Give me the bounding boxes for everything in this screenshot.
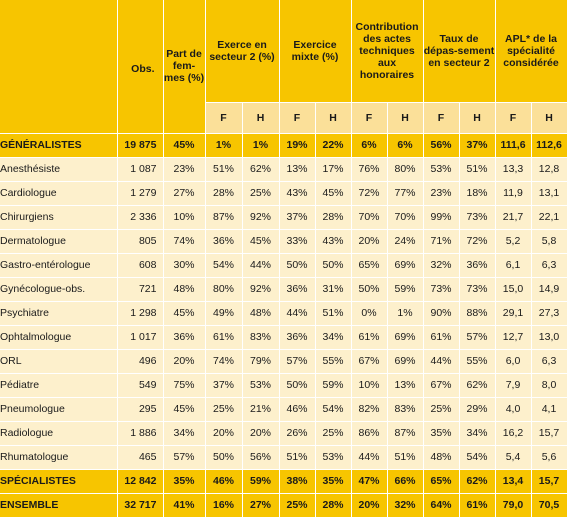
row-label: Gastro-entérologue (0, 253, 117, 277)
secteur2-h-cell: 62% (242, 157, 279, 181)
row-label: Pneumologue (0, 397, 117, 421)
secteur2-h-cell: 21% (242, 397, 279, 421)
obs-cell: 608 (117, 253, 163, 277)
apl-f-cell: 13,4 (495, 469, 531, 493)
contribution-h-cell: 6% (387, 133, 423, 157)
secteur2-h-cell: 44% (242, 253, 279, 277)
apl-f-cell: 79,0 (495, 493, 531, 517)
taux-h-cell: 55% (459, 349, 495, 373)
header-contribution: Contribution des actes techniques aux honoraires (351, 0, 423, 102)
part-femmes-cell: 35% (163, 469, 205, 493)
table-row (0, 253, 567, 277)
mixte-h-cell: 28% (315, 493, 351, 517)
part-femmes-cell: 10% (163, 205, 205, 229)
obs-cell: 32 717 (117, 493, 163, 517)
apl-h-cell: 22,1 (531, 205, 567, 229)
table-header (0, 0, 567, 133)
obs-cell: 465 (117, 445, 163, 469)
apl-f-cell: 15,0 (495, 277, 531, 301)
apl-h-cell: 13,1 (531, 181, 567, 205)
table-row (0, 421, 567, 445)
table-row (0, 445, 567, 469)
subheader-f: F (351, 102, 387, 133)
obs-cell: 1 298 (117, 301, 163, 325)
apl-h-cell: 4,1 (531, 397, 567, 421)
contribution-h-cell: 83% (387, 397, 423, 421)
taux-h-cell: 29% (459, 397, 495, 421)
secteur2-f-cell: 37% (205, 373, 242, 397)
contribution-h-cell: 66% (387, 469, 423, 493)
secteur2-h-cell: 92% (242, 277, 279, 301)
mixte-h-cell: 50% (315, 253, 351, 277)
table-row (0, 205, 567, 229)
part-femmes-cell: 30% (163, 253, 205, 277)
secteur2-f-cell: 51% (205, 157, 242, 181)
obs-cell: 1 087 (117, 157, 163, 181)
subheader-h: H (242, 102, 279, 133)
contribution-h-cell: 13% (387, 373, 423, 397)
subheader-h: H (315, 102, 351, 133)
apl-f-cell: 111,6 (495, 133, 531, 157)
apl-h-cell: 13,0 (531, 325, 567, 349)
apl-f-cell: 5,4 (495, 445, 531, 469)
taux-h-cell: 61% (459, 493, 495, 517)
apl-h-cell: 6,3 (531, 253, 567, 277)
secteur2-f-cell: 87% (205, 205, 242, 229)
taux-f-cell: 25% (423, 397, 459, 421)
mixte-h-cell: 54% (315, 397, 351, 421)
table-row (0, 157, 567, 181)
row-label: Radiologue (0, 421, 117, 445)
apl-h-cell: 70,5 (531, 493, 567, 517)
secteur2-f-cell: 28% (205, 181, 242, 205)
secteur2-h-cell: 92% (242, 205, 279, 229)
secteur2-f-cell: 36% (205, 229, 242, 253)
taux-f-cell: 23% (423, 181, 459, 205)
part-femmes-cell: 74% (163, 229, 205, 253)
contribution-h-cell: 24% (387, 229, 423, 253)
part-femmes-cell: 45% (163, 397, 205, 421)
mixte-f-cell: 13% (279, 157, 315, 181)
obs-cell: 721 (117, 277, 163, 301)
table-row (0, 469, 567, 493)
taux-h-cell: 37% (459, 133, 495, 157)
mixte-f-cell: 33% (279, 229, 315, 253)
table-row (0, 133, 567, 157)
taux-f-cell: 56% (423, 133, 459, 157)
table-row (0, 373, 567, 397)
apl-f-cell: 16,2 (495, 421, 531, 445)
row-label: ORL (0, 349, 117, 373)
mixte-f-cell: 43% (279, 181, 315, 205)
part-femmes-cell: 23% (163, 157, 205, 181)
apl-h-cell: 12,8 (531, 157, 567, 181)
taux-f-cell: 99% (423, 205, 459, 229)
contribution-h-cell: 69% (387, 325, 423, 349)
taux-f-cell: 64% (423, 493, 459, 517)
taux-f-cell: 48% (423, 445, 459, 469)
row-label: ENSEMBLE (0, 493, 117, 517)
row-label: Dermatologue (0, 229, 117, 253)
obs-cell: 549 (117, 373, 163, 397)
obs-cell: 1 886 (117, 421, 163, 445)
table-body (0, 133, 567, 517)
contribution-f-cell: 72% (351, 181, 387, 205)
obs-cell: 2 336 (117, 205, 163, 229)
contribution-h-cell: 69% (387, 253, 423, 277)
taux-f-cell: 67% (423, 373, 459, 397)
secteur2-f-cell: 25% (205, 397, 242, 421)
mixte-f-cell: 26% (279, 421, 315, 445)
part-femmes-cell: 48% (163, 277, 205, 301)
table-row (0, 397, 567, 421)
taux-f-cell: 73% (423, 277, 459, 301)
mixte-h-cell: 55% (315, 349, 351, 373)
row-label: Psychiatre (0, 301, 117, 325)
taux-h-cell: 57% (459, 325, 495, 349)
mixte-h-cell: 45% (315, 181, 351, 205)
header-apl: APL* de la spécialité considérée (495, 0, 567, 102)
contribution-f-cell: 65% (351, 253, 387, 277)
part-femmes-cell: 45% (163, 301, 205, 325)
taux-h-cell: 51% (459, 157, 495, 181)
row-label: Ophtalmologue (0, 325, 117, 349)
contribution-h-cell: 87% (387, 421, 423, 445)
taux-f-cell: 61% (423, 325, 459, 349)
contribution-f-cell: 61% (351, 325, 387, 349)
mixte-f-cell: 57% (279, 349, 315, 373)
row-label: Anesthésiste (0, 157, 117, 181)
subheader-f: F (423, 102, 459, 133)
mixte-f-cell: 19% (279, 133, 315, 157)
apl-h-cell: 5,6 (531, 445, 567, 469)
contribution-f-cell: 47% (351, 469, 387, 493)
row-label: Rhumatologue (0, 445, 117, 469)
part-femmes-cell: 20% (163, 349, 205, 373)
taux-f-cell: 32% (423, 253, 459, 277)
contribution-f-cell: 82% (351, 397, 387, 421)
obs-cell: 496 (117, 349, 163, 373)
secteur2-h-cell: 48% (242, 301, 279, 325)
mixte-f-cell: 36% (279, 325, 315, 349)
subheader-f: F (205, 102, 242, 133)
subheader-h: H (459, 102, 495, 133)
row-label: Chirurgiens (0, 205, 117, 229)
row-label: Gynécologue-obs. (0, 277, 117, 301)
taux-h-cell: 73% (459, 205, 495, 229)
contribution-f-cell: 20% (351, 493, 387, 517)
secteur2-h-cell: 25% (242, 181, 279, 205)
taux-h-cell: 36% (459, 253, 495, 277)
secteur2-h-cell: 83% (242, 325, 279, 349)
mixte-h-cell: 28% (315, 205, 351, 229)
contribution-h-cell: 77% (387, 181, 423, 205)
header-blank (0, 0, 117, 133)
secteur2-h-cell: 27% (242, 493, 279, 517)
taux-f-cell: 65% (423, 469, 459, 493)
part-femmes-cell: 27% (163, 181, 205, 205)
mixte-f-cell: 38% (279, 469, 315, 493)
apl-h-cell: 15,7 (531, 421, 567, 445)
contribution-f-cell: 67% (351, 349, 387, 373)
contribution-f-cell: 76% (351, 157, 387, 181)
header-secteur2: Exerce en secteur 2 (%) (205, 0, 279, 102)
mixte-h-cell: 31% (315, 277, 351, 301)
part-femmes-cell: 75% (163, 373, 205, 397)
apl-h-cell: 15,7 (531, 469, 567, 493)
apl-f-cell: 6,1 (495, 253, 531, 277)
taux-f-cell: 35% (423, 421, 459, 445)
contribution-h-cell: 80% (387, 157, 423, 181)
contribution-h-cell: 69% (387, 349, 423, 373)
secteur2-h-cell: 1% (242, 133, 279, 157)
taux-h-cell: 62% (459, 469, 495, 493)
taux-h-cell: 72% (459, 229, 495, 253)
mixte-h-cell: 43% (315, 229, 351, 253)
table-row (0, 277, 567, 301)
subheader-h: H (531, 102, 567, 133)
mixte-h-cell: 25% (315, 421, 351, 445)
secteur2-f-cell: 20% (205, 421, 242, 445)
apl-f-cell: 12,7 (495, 325, 531, 349)
taux-f-cell: 90% (423, 301, 459, 325)
secteur2-h-cell: 53% (242, 373, 279, 397)
secteur2-h-cell: 20% (242, 421, 279, 445)
mixte-f-cell: 51% (279, 445, 315, 469)
apl-f-cell: 13,3 (495, 157, 531, 181)
contribution-f-cell: 44% (351, 445, 387, 469)
apl-h-cell: 6,3 (531, 349, 567, 373)
apl-f-cell: 7,9 (495, 373, 531, 397)
header-obs: Obs. (117, 0, 163, 133)
obs-cell: 805 (117, 229, 163, 253)
mixte-f-cell: 25% (279, 493, 315, 517)
subheader-h: H (387, 102, 423, 133)
secteur2-f-cell: 46% (205, 469, 242, 493)
mixte-h-cell: 51% (315, 301, 351, 325)
contribution-f-cell: 86% (351, 421, 387, 445)
contribution-f-cell: 20% (351, 229, 387, 253)
obs-cell: 19 875 (117, 133, 163, 157)
taux-h-cell: 73% (459, 277, 495, 301)
apl-f-cell: 11,9 (495, 181, 531, 205)
part-femmes-cell: 41% (163, 493, 205, 517)
apl-h-cell: 5,8 (531, 229, 567, 253)
secteur2-f-cell: 80% (205, 277, 242, 301)
header-row (0, 0, 567, 102)
taux-h-cell: 18% (459, 181, 495, 205)
secteur2-f-cell: 61% (205, 325, 242, 349)
apl-f-cell: 21,7 (495, 205, 531, 229)
contribution-h-cell: 70% (387, 205, 423, 229)
secteur2-h-cell: 59% (242, 469, 279, 493)
contribution-h-cell: 32% (387, 493, 423, 517)
contribution-h-cell: 51% (387, 445, 423, 469)
mixte-h-cell: 17% (315, 157, 351, 181)
secteur2-f-cell: 74% (205, 349, 242, 373)
contribution-f-cell: 0% (351, 301, 387, 325)
row-label: GÉNÉRALISTES (0, 133, 117, 157)
contribution-f-cell: 70% (351, 205, 387, 229)
mixte-h-cell: 59% (315, 373, 351, 397)
mixte-f-cell: 44% (279, 301, 315, 325)
part-femmes-cell: 57% (163, 445, 205, 469)
secteur2-f-cell: 1% (205, 133, 242, 157)
obs-cell: 1 017 (117, 325, 163, 349)
header-taux-depassement: Taux de dépas-sement en secteur 2 (423, 0, 495, 102)
apl-f-cell: 5,2 (495, 229, 531, 253)
secteur2-f-cell: 49% (205, 301, 242, 325)
mixte-f-cell: 46% (279, 397, 315, 421)
obs-cell: 1 279 (117, 181, 163, 205)
secteur2-h-cell: 45% (242, 229, 279, 253)
table-row (0, 325, 567, 349)
contribution-h-cell: 1% (387, 301, 423, 325)
subheader-f: F (495, 102, 531, 133)
obs-cell: 295 (117, 397, 163, 421)
contribution-f-cell: 10% (351, 373, 387, 397)
subheader-f: F (279, 102, 315, 133)
secteur2-f-cell: 50% (205, 445, 242, 469)
contribution-f-cell: 6% (351, 133, 387, 157)
taux-f-cell: 53% (423, 157, 459, 181)
taux-h-cell: 54% (459, 445, 495, 469)
secteur2-h-cell: 79% (242, 349, 279, 373)
apl-f-cell: 6,0 (495, 349, 531, 373)
taux-f-cell: 71% (423, 229, 459, 253)
table-row (0, 349, 567, 373)
row-label: Cardiologue (0, 181, 117, 205)
taux-f-cell: 44% (423, 349, 459, 373)
table-row (0, 301, 567, 325)
taux-h-cell: 88% (459, 301, 495, 325)
secteur2-f-cell: 16% (205, 493, 242, 517)
header-part-femmes: Part de fem-mes (%) (163, 0, 205, 133)
row-label: Pédiatre (0, 373, 117, 397)
mixte-h-cell: 34% (315, 325, 351, 349)
mixte-f-cell: 50% (279, 373, 315, 397)
mixte-f-cell: 37% (279, 205, 315, 229)
apl-h-cell: 8,0 (531, 373, 567, 397)
part-femmes-cell: 45% (163, 133, 205, 157)
table-row (0, 229, 567, 253)
mixte-h-cell: 22% (315, 133, 351, 157)
mixte-h-cell: 35% (315, 469, 351, 493)
header-mixte: Exercice mixte (%) (279, 0, 351, 102)
part-femmes-cell: 34% (163, 421, 205, 445)
mixte-h-cell: 53% (315, 445, 351, 469)
apl-h-cell: 14,9 (531, 277, 567, 301)
apl-f-cell: 4,0 (495, 397, 531, 421)
secteur2-h-cell: 56% (242, 445, 279, 469)
contribution-f-cell: 50% (351, 277, 387, 301)
part-femmes-cell: 36% (163, 325, 205, 349)
contribution-h-cell: 59% (387, 277, 423, 301)
taux-h-cell: 62% (459, 373, 495, 397)
obs-cell: 12 842 (117, 469, 163, 493)
mixte-f-cell: 36% (279, 277, 315, 301)
apl-h-cell: 112,6 (531, 133, 567, 157)
table-row (0, 493, 567, 517)
secteur2-f-cell: 54% (205, 253, 242, 277)
table-row (0, 181, 567, 205)
taux-h-cell: 34% (459, 421, 495, 445)
mixte-f-cell: 50% (279, 253, 315, 277)
apl-h-cell: 27,3 (531, 301, 567, 325)
apl-f-cell: 29,1 (495, 301, 531, 325)
row-label: SPÉCIALISTES (0, 469, 117, 493)
